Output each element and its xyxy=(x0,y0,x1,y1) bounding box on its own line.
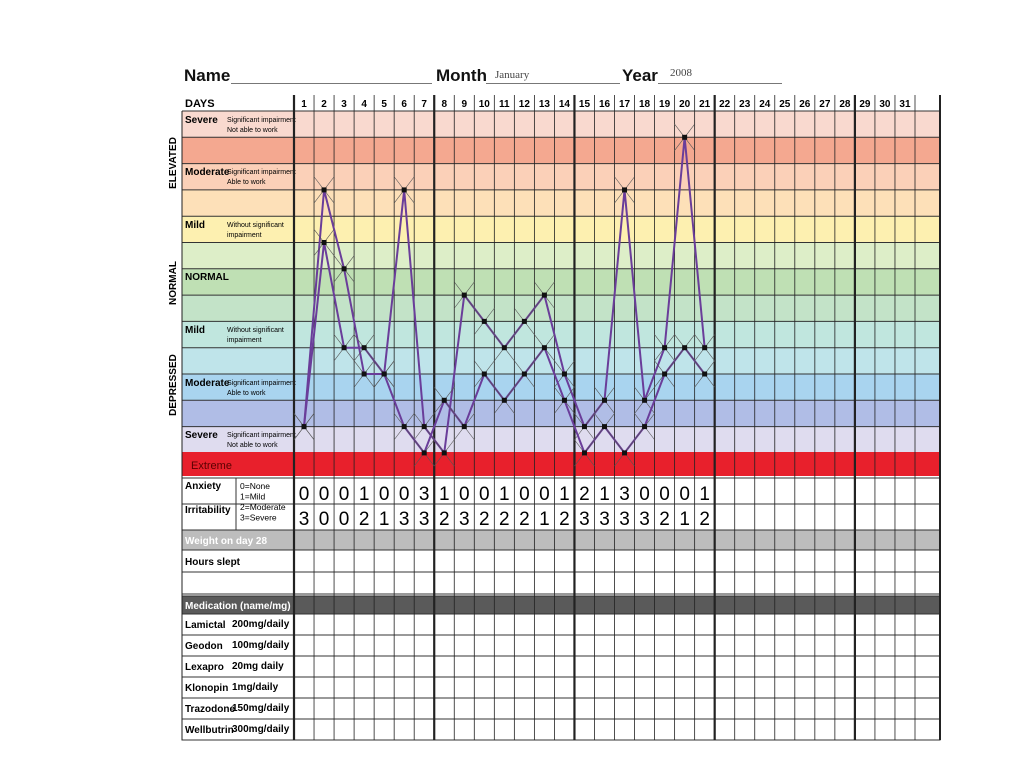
mood-point xyxy=(382,372,387,377)
mood-point xyxy=(442,398,447,403)
extreme-bar xyxy=(182,452,940,476)
mood-point xyxy=(402,424,407,429)
day-number: 18 xyxy=(639,99,651,110)
mood-point xyxy=(502,398,507,403)
day-number: 8 xyxy=(441,99,448,110)
level-label: Severe xyxy=(185,115,218,126)
medication-row xyxy=(182,719,940,740)
name-label: Name xyxy=(184,66,231,85)
irritability-value: 2 xyxy=(499,509,510,530)
anxiety-value: 0 xyxy=(378,484,390,505)
day-number: 28 xyxy=(839,99,851,110)
mood-point xyxy=(422,424,427,429)
day-number: 21 xyxy=(699,99,711,110)
mood-point xyxy=(602,398,607,403)
anxiety-value: 0 xyxy=(458,484,470,505)
mood-point xyxy=(482,319,487,324)
mood-point xyxy=(662,345,667,350)
day-number: 14 xyxy=(558,99,570,110)
day-number: 4 xyxy=(361,99,367,110)
irritability-value: 3 xyxy=(458,509,470,530)
mood-point xyxy=(542,345,547,350)
zone-label-depressed: DEPRESSED xyxy=(168,354,179,416)
mood-point xyxy=(362,372,367,377)
mood-point xyxy=(562,372,567,377)
day-number: 10 xyxy=(478,99,490,110)
month-value: January xyxy=(495,69,530,81)
irritability-value: 2 xyxy=(358,509,370,530)
weight-row xyxy=(182,530,940,550)
hours-row xyxy=(182,550,940,572)
anxiety-value: 0 xyxy=(659,484,670,505)
mood-band xyxy=(182,400,940,426)
zone-label-normal: NORMAL xyxy=(168,261,179,305)
day-number: 22 xyxy=(719,99,731,110)
year-label: Year xyxy=(622,66,658,85)
day-number: 26 xyxy=(799,99,811,110)
weight-label: Weight on day 28 xyxy=(185,536,268,547)
medication-dose: 100mg/daily xyxy=(232,640,290,651)
medication-row xyxy=(182,656,940,677)
mood-point xyxy=(362,345,367,350)
level-desc: Significant impairment xyxy=(227,117,296,124)
day-number: 5 xyxy=(381,99,387,110)
anxiety-value: 1 xyxy=(499,484,510,505)
mood-band xyxy=(182,427,940,453)
medication-name: Lamictal xyxy=(185,620,226,631)
year-value: 2008 xyxy=(670,67,692,79)
day-number: 12 xyxy=(518,99,530,110)
level-desc: Able to work xyxy=(227,390,266,397)
medication-row xyxy=(182,614,940,635)
medication-name: Lexapro xyxy=(185,662,224,673)
irritability-value: 3 xyxy=(579,509,590,530)
irritability-value: 0 xyxy=(338,509,350,530)
irritability-value: 1 xyxy=(378,509,390,530)
day-number: 23 xyxy=(739,99,751,110)
mood-point xyxy=(342,266,347,271)
level-label: Moderate xyxy=(185,167,230,178)
level-desc: Significant impairment xyxy=(227,169,296,176)
mood-point xyxy=(602,424,607,429)
day-number: 19 xyxy=(659,99,671,110)
days-label: DAYS xyxy=(185,98,215,110)
anxiety-value: 2 xyxy=(579,484,590,505)
day-number: 27 xyxy=(819,99,831,110)
irritability-value: 3 xyxy=(619,509,630,530)
mood-point xyxy=(682,345,687,350)
anxiety-value: 0 xyxy=(318,484,330,505)
hours-label: Hours slept xyxy=(185,557,241,568)
mood-point xyxy=(422,450,427,455)
level-label: NORMAL xyxy=(185,272,229,283)
mood-band xyxy=(182,295,940,321)
anxiety-value: 3 xyxy=(418,484,430,505)
mood-point xyxy=(302,424,307,429)
mood-point xyxy=(442,450,447,455)
level-desc: impairment xyxy=(227,337,262,344)
mood-point xyxy=(462,424,467,429)
day-number: 2 xyxy=(321,99,327,110)
day-number: 9 xyxy=(461,99,468,110)
mood-point xyxy=(342,345,347,350)
mood-point xyxy=(542,293,547,298)
mood-point xyxy=(702,372,707,377)
level-label: Mild xyxy=(185,325,205,336)
irritability-value: 1 xyxy=(539,509,550,530)
irritability-value: 2 xyxy=(559,509,570,530)
mood-point xyxy=(402,187,407,192)
mood-point xyxy=(642,398,647,403)
day-number: 30 xyxy=(879,99,891,110)
mood-band xyxy=(182,164,940,190)
day-number: 1 xyxy=(301,99,307,110)
mood-point xyxy=(662,372,667,377)
zone-label-elevated: ELEVATED xyxy=(168,137,179,189)
irritability-value: 1 xyxy=(679,509,690,530)
medication-header: Medication (name/mg) xyxy=(185,601,291,612)
irritability-value: 0 xyxy=(318,509,330,530)
irritability-value: 2 xyxy=(438,509,450,530)
medication-name: Klonopin xyxy=(185,683,229,694)
mood-point xyxy=(622,450,627,455)
mood-band xyxy=(182,216,940,242)
medication-name: Geodon xyxy=(185,641,223,652)
mood-band xyxy=(182,374,940,400)
day-number: 15 xyxy=(578,99,591,110)
day-number: 16 xyxy=(598,99,611,110)
level-desc: Not able to work xyxy=(227,442,278,449)
anxiety-value: 1 xyxy=(358,484,370,505)
mood-point xyxy=(322,187,327,192)
scale-legend-item: 2=Moderate xyxy=(240,502,286,512)
day-number: 25 xyxy=(779,99,791,110)
mood-point xyxy=(322,240,327,245)
day-number: 7 xyxy=(421,99,427,110)
level-label: Moderate xyxy=(185,378,230,389)
anxiety-label: Anxiety xyxy=(185,481,222,492)
anxiety-value: 0 xyxy=(539,484,550,505)
day-number: 3 xyxy=(341,99,347,110)
medication-dose: 300mg/daily xyxy=(232,724,290,735)
medication-row xyxy=(182,698,940,719)
day-number: 17 xyxy=(618,99,631,110)
irritability-value: 2 xyxy=(659,509,670,530)
mood-point xyxy=(462,293,467,298)
scale-legend-item: 1=Mild xyxy=(240,491,266,502)
level-desc: Without significant xyxy=(227,327,284,334)
anxiety-value: 1 xyxy=(559,484,570,505)
irritability-label: Irritability xyxy=(185,505,231,516)
medication-header-row xyxy=(182,596,940,614)
blank-row xyxy=(182,572,940,594)
mood-point xyxy=(562,398,567,403)
irritability-value: 3 xyxy=(418,509,430,530)
irritability-value: 3 xyxy=(639,509,650,530)
mood-point xyxy=(582,424,587,429)
medication-name: Wellbutrin xyxy=(185,725,234,736)
day-number: 13 xyxy=(538,99,550,110)
irritability-value: 3 xyxy=(398,509,410,530)
irritability-value: 2 xyxy=(699,509,710,530)
mood-point xyxy=(622,187,627,192)
level-desc: impairment xyxy=(227,232,262,239)
mood-point xyxy=(522,319,527,324)
mood-point xyxy=(522,372,527,377)
anxiety-value: 0 xyxy=(479,484,490,505)
level-desc: Significant impairment xyxy=(227,380,296,387)
mood-band xyxy=(182,269,940,295)
anxiety-value: 1 xyxy=(699,484,710,505)
medication-row xyxy=(182,635,940,656)
mood-point xyxy=(642,424,647,429)
mood-point xyxy=(482,372,487,377)
medication-dose: 200mg/daily xyxy=(232,619,290,630)
mood-band xyxy=(182,111,940,137)
mood-point xyxy=(582,450,587,455)
irritability-value: 3 xyxy=(298,509,310,530)
irritability-value: 2 xyxy=(519,509,530,530)
mood-point xyxy=(682,135,687,140)
level-label: Severe xyxy=(185,430,218,441)
anxiety-value: 1 xyxy=(438,484,450,505)
anxiety-value: 0 xyxy=(298,484,310,505)
anxiety-value: 0 xyxy=(338,484,350,505)
day-number: 24 xyxy=(759,99,771,110)
day-number: 31 xyxy=(899,99,911,110)
level-desc: Able to work xyxy=(227,179,266,186)
mood-band xyxy=(182,243,940,269)
mood-band xyxy=(182,321,940,347)
mood-band xyxy=(182,190,940,216)
mood-point xyxy=(702,345,707,350)
irritability-value: 2 xyxy=(479,509,490,530)
anxiety-value: 3 xyxy=(619,484,630,505)
anxiety-value: 1 xyxy=(599,484,610,505)
anxiety-value: 0 xyxy=(679,484,690,505)
medication-dose: 150mg/daily xyxy=(232,703,290,714)
level-desc: Significant impairment xyxy=(227,432,296,439)
medication-row xyxy=(182,677,940,698)
medication-name: Trazodone xyxy=(185,704,236,715)
day-number: 11 xyxy=(499,99,510,110)
level-desc: Not able to work xyxy=(227,127,278,134)
level-desc: Without significant xyxy=(227,222,284,229)
extreme-label: Extreme xyxy=(191,460,232,472)
medication-dose: 20mg daily xyxy=(232,661,284,672)
day-number: 20 xyxy=(679,99,691,110)
anxiety-value: 0 xyxy=(398,484,410,505)
irritability-value: 3 xyxy=(599,509,610,530)
scale-legend-item: 0=None xyxy=(240,481,271,491)
scale-legend-item: 3=Severe xyxy=(240,512,277,523)
day-number: 29 xyxy=(859,99,871,110)
day-number: 6 xyxy=(401,99,407,110)
mood-band xyxy=(182,137,940,163)
level-label: Mild xyxy=(185,220,205,231)
month-label: Month xyxy=(436,66,487,85)
anxiety-value: 0 xyxy=(519,484,530,505)
anxiety-value: 0 xyxy=(639,484,650,505)
medication-dose: 1mg/daily xyxy=(232,682,279,693)
mood-point xyxy=(502,345,507,350)
